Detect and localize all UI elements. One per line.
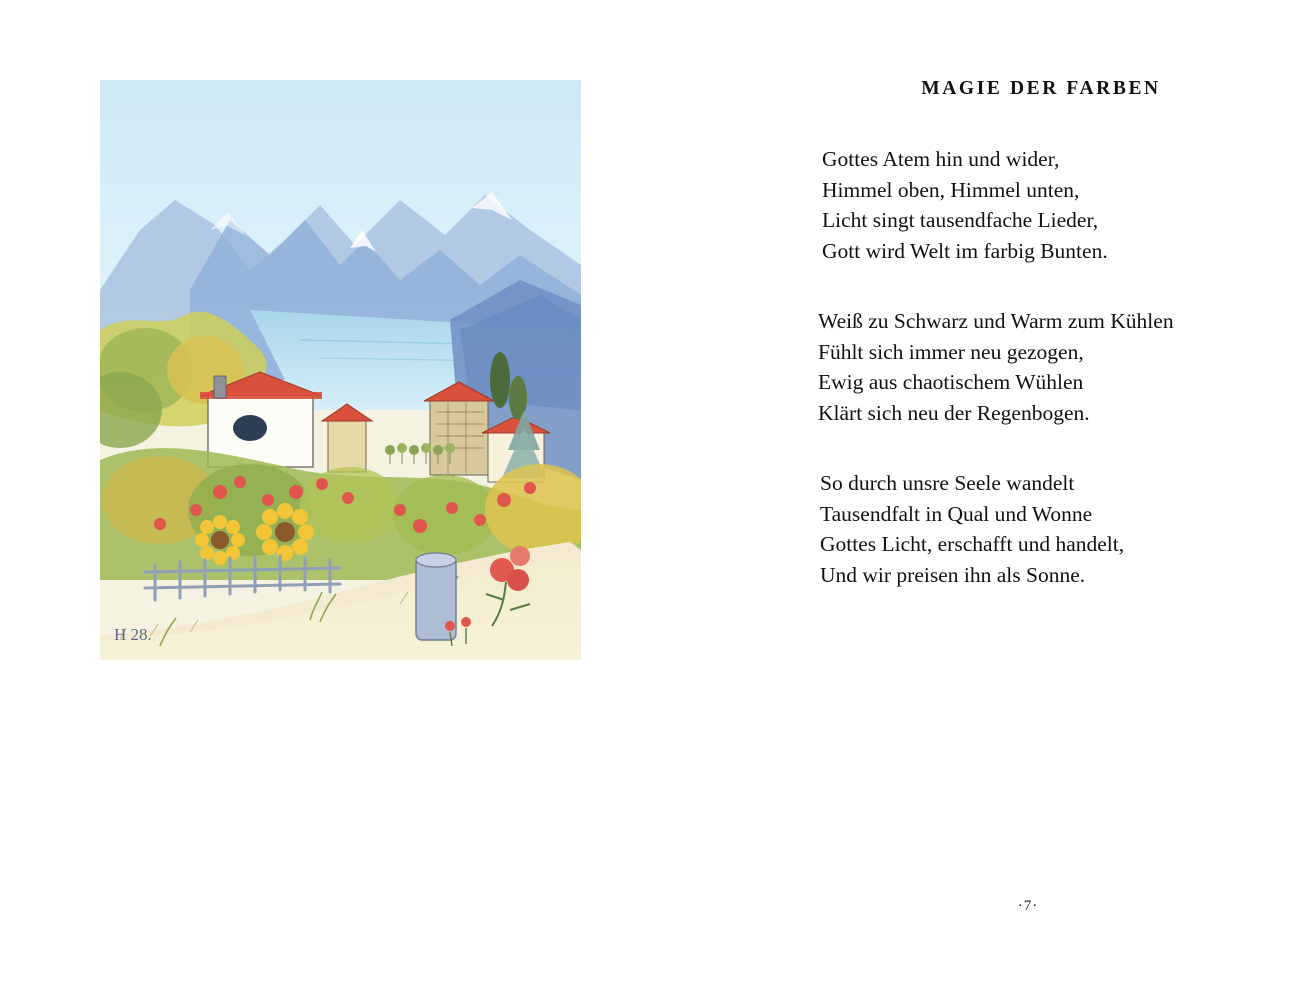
poem-stanza	[822, 144, 1238, 266]
watercolor-illustration	[100, 80, 581, 660]
poem-line: Fühlt sich immer neu gezogen,	[818, 339, 1084, 364]
poem-stanza	[818, 306, 1238, 428]
page-number: ·7·	[1017, 898, 1039, 914]
poem-line: Licht singt tausendfache Lieder,	[822, 208, 1099, 232]
poem-stanza	[820, 468, 1238, 590]
artist-signature: H 28.	[114, 625, 152, 644]
poem-line: Gottes Licht, erschafft und handelt,	[820, 532, 1125, 556]
poem-line: Ewig aus chaotischem Wühlen	[818, 370, 1084, 394]
poem-line: Gottes Atem hin und wider,	[822, 147, 1060, 171]
illustration-image	[100, 80, 581, 660]
poem	[818, 78, 1238, 590]
poem-line: Klärt sich neu der Regenbogen.	[818, 400, 1090, 425]
poem-line: Weiß zu Schwarz und Warm zum Kühlen	[818, 309, 1174, 333]
poem-line: Himmel oben, Himmel unten,	[822, 177, 1080, 202]
poem-title: MAGIE DER FARBEN	[921, 78, 1161, 99]
poem-line: Gott wird Welt im farbig Bunten.	[822, 238, 1108, 263]
poem-line: So durch unsre Seele wandelt	[820, 471, 1075, 495]
poem-line: Und wir preisen ihn als Sonne.	[820, 562, 1086, 587]
poem-line: Tausendfalt in Qual und Wonne	[820, 501, 1093, 526]
